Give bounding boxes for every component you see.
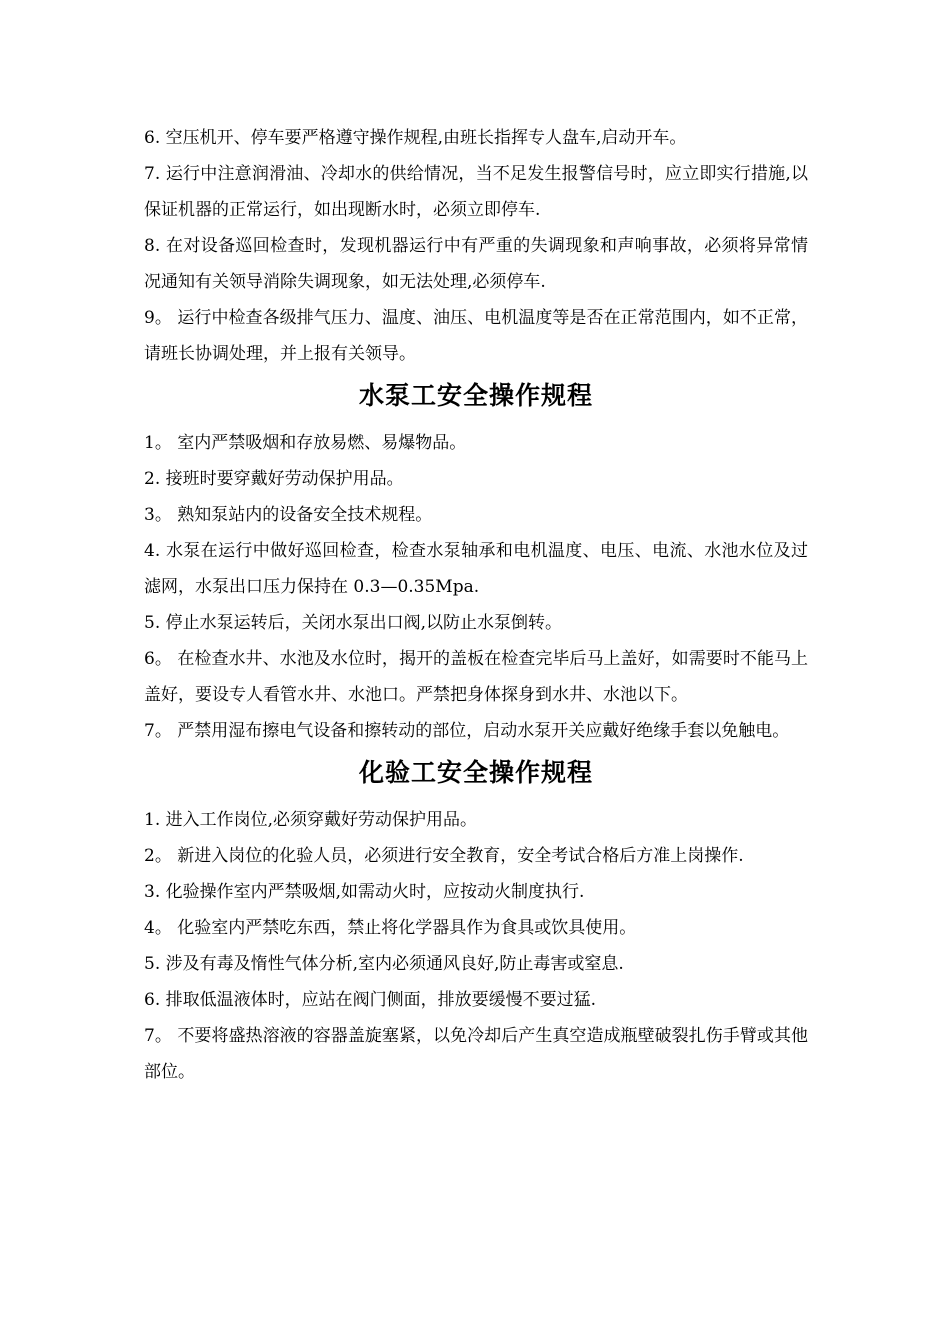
rule-item: 6. 空压机开、停车要严格遵守操作规程,由班长指挥专人盘车,启动开车。 bbox=[144, 128, 687, 148]
rule-item: 8. 在对设备巡回检查时，发现机器运行中有严重的失调现象和声响事故，必须将异常情况通知有关领导消除失调现象，如无法处理,必须停车. bbox=[144, 236, 808, 292]
document-body bbox=[144, 120, 808, 1090]
rule-item: 4。 化验室内严禁吃东西，禁止将化学器具作为食具或饮具使用。 bbox=[144, 918, 637, 938]
rule-item: 7。 严禁用湿布擦电气设备和擦转动的部位，启动水泵开关应戴好绝缘手套以免触电。 bbox=[144, 721, 790, 741]
rule-item: 1。 室内严禁吸烟和存放易燃、易爆物品。 bbox=[144, 433, 467, 453]
rule-item: 6。 在检查水井、水池及水位时，揭开的盖板在检查完毕后马上盖好，如需要时不能马上盖好，要设专人看管水井、水池口。严禁把身体探身到水井、水池以下。 bbox=[144, 649, 808, 705]
rule-item: 5. 涉及有毒及惰性气体分析,室内必须通风良好,防止毒害或窒息. bbox=[144, 954, 624, 974]
rule-item: 2。 新进入岗位的化验人员，必须进行安全教育，安全考试合格后方准上岗操作. bbox=[144, 846, 744, 866]
rule-item: 9。 运行中检查各级排气压力、温度、油压、电机温度等是否在正常范围内，如不正常，请班长协调处理，并上报有关领导。 bbox=[144, 308, 808, 364]
rule-item: 5. 停止水泵运转后，关闭水泵出口阀,以防止水泵倒转。 bbox=[144, 613, 563, 633]
rule-item: 7。 不要将盛热溶液的容器盖旋塞紧，以免冷却后产生真空造成瓶壁破裂扎伤手臂或其他部位。 bbox=[144, 1026, 808, 1082]
rule-item: 1. 进入工作岗位,必须穿戴好劳动保护用品。 bbox=[144, 810, 478, 830]
section-title: 水泵工安全操作规程 bbox=[358, 381, 593, 410]
section-title: 化验工安全操作规程 bbox=[358, 758, 593, 787]
compressor-rules-continued bbox=[144, 120, 808, 372]
lab-technician-section bbox=[144, 749, 808, 1090]
pump-operator-section bbox=[144, 372, 808, 749]
rule-item: 2. 接班时要穿戴好劳动保护用品。 bbox=[144, 469, 404, 489]
rule-item: 7. 运行中注意润滑油、冷却水的供给情况，当不足发生报警信号时，应立即实行措施,以保证机器的正常运行，如出现断水时，必须立即停车. bbox=[144, 164, 808, 220]
rule-item: 3。 熟知泵站内的设备安全技术规程。 bbox=[144, 505, 433, 525]
rule-item: 3. 化验操作室内严禁吸烟,如需动火时，应按动火制度执行. bbox=[144, 882, 585, 902]
rule-item: 4. 水泵在运行中做好巡回检查，检查水泵轴承和电机温度、电压、电流、水池水位及过滤网，水泵出口压力保持在 0.3—0.35Mpa. bbox=[144, 541, 808, 597]
rule-item: 6. 排取低温液体时，应站在阀门侧面，排放要缓慢不要过猛. bbox=[144, 990, 597, 1010]
